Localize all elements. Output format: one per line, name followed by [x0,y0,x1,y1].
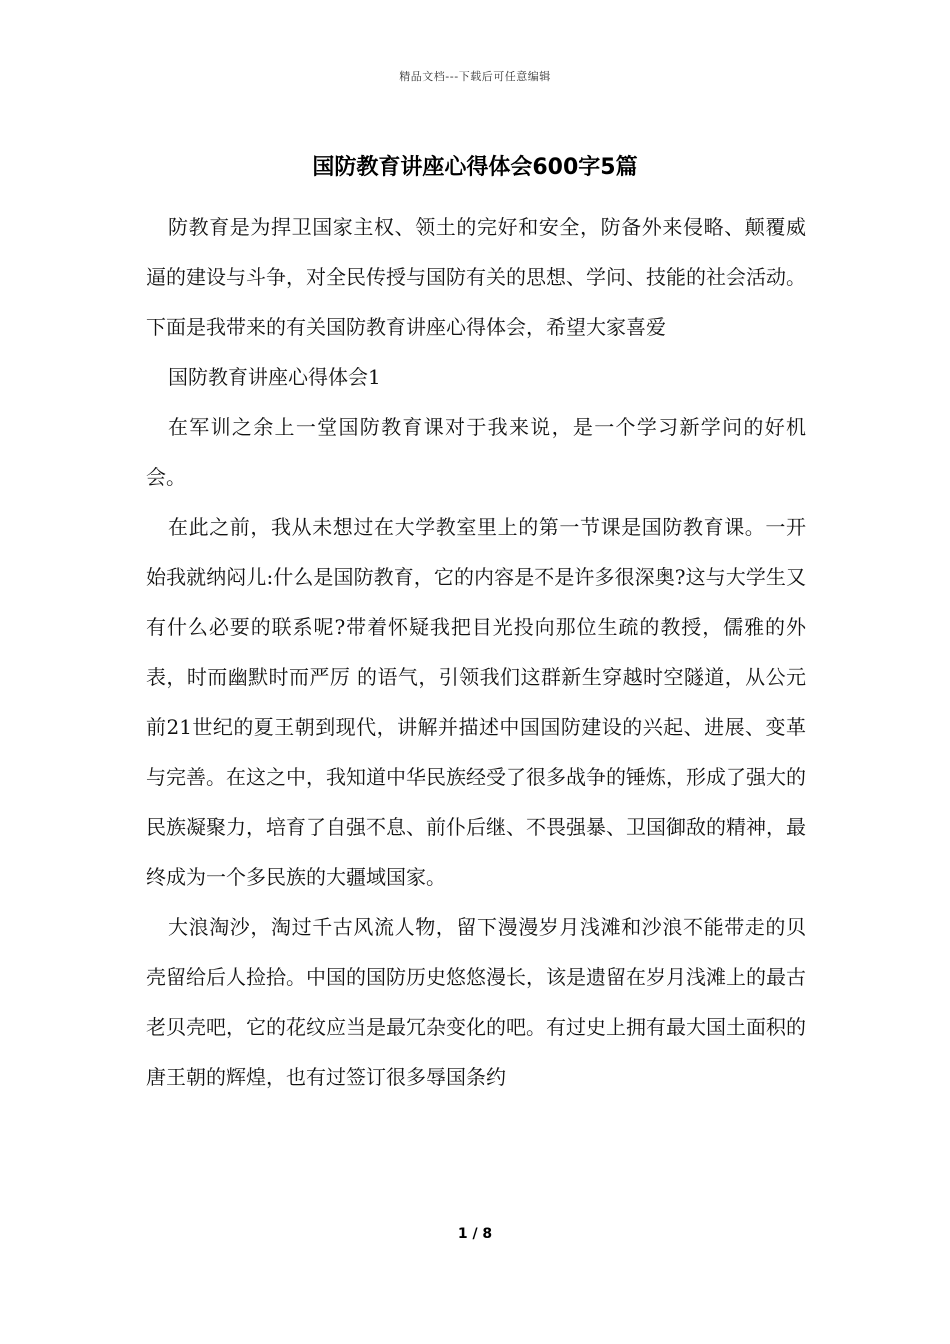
intro-paragraph: 防教育是为捍卫国家主权、领土的完好和安全，防备外来侵略、颠覆威逼的建设与斗争，对全民传授与国防有关的思想、学问、技能的社会活动。下面是我带来的有关国防教育讲座心得体会，希望大家喜爱 [146,215,806,339]
document-title: 国防教育讲座心得体会600字5篇 [312,155,638,180]
body-paragraph: 大浪淘沙，淘过千古风流人物，留下漫漫岁月浅滩和沙浪不能带走的贝壳留给后人捡拾。中国的国防历史悠悠漫长，该是遗留在岁月浅滩上的最古老贝壳吧，它的花纹应当是最冗杂变化的吧。有过史上拥有最大国土面积的唐王朝的辉煌，也有过签订很多辱国条约 [146,915,806,1089]
document-body [146,202,806,1102]
page-header-note: 精品文档---下载后可任意编辑 [399,70,551,83]
body-paragraph: 在此之前，我从未想过在大学教室里上的第一节课是国防教育课。一开始我就纳闷儿:什么是国防教育，它的内容是不是许多很深奥?这与大学生又有什么必要的联系呢?带着怀疑我把目光投向那位生疏的教授，儒雅的外表，时而幽默时而严厉 的语气，引领我们这群新生穿越时空隧道，从公元前21世纪的夏王朝到现代，讲解并描述中国国防建设的兴起、进展、变革与完善。在这之中，我知道中华民族经受了很多战争的锤炼，形成了强大的民族凝聚力，培育了自强不息、前仆后继、不畏强暴、卫国御敌的精神，最终成为一个多民族的大疆域国家。 [146,515,806,889]
page-number: 1 / 8 [457,1226,493,1242]
body-paragraph: 在军训之余上一堂国防教育课对于我来说，是一个学习新学问的好机会。 [146,415,806,489]
section-heading: 国防教育讲座心得体会1 [168,365,381,389]
